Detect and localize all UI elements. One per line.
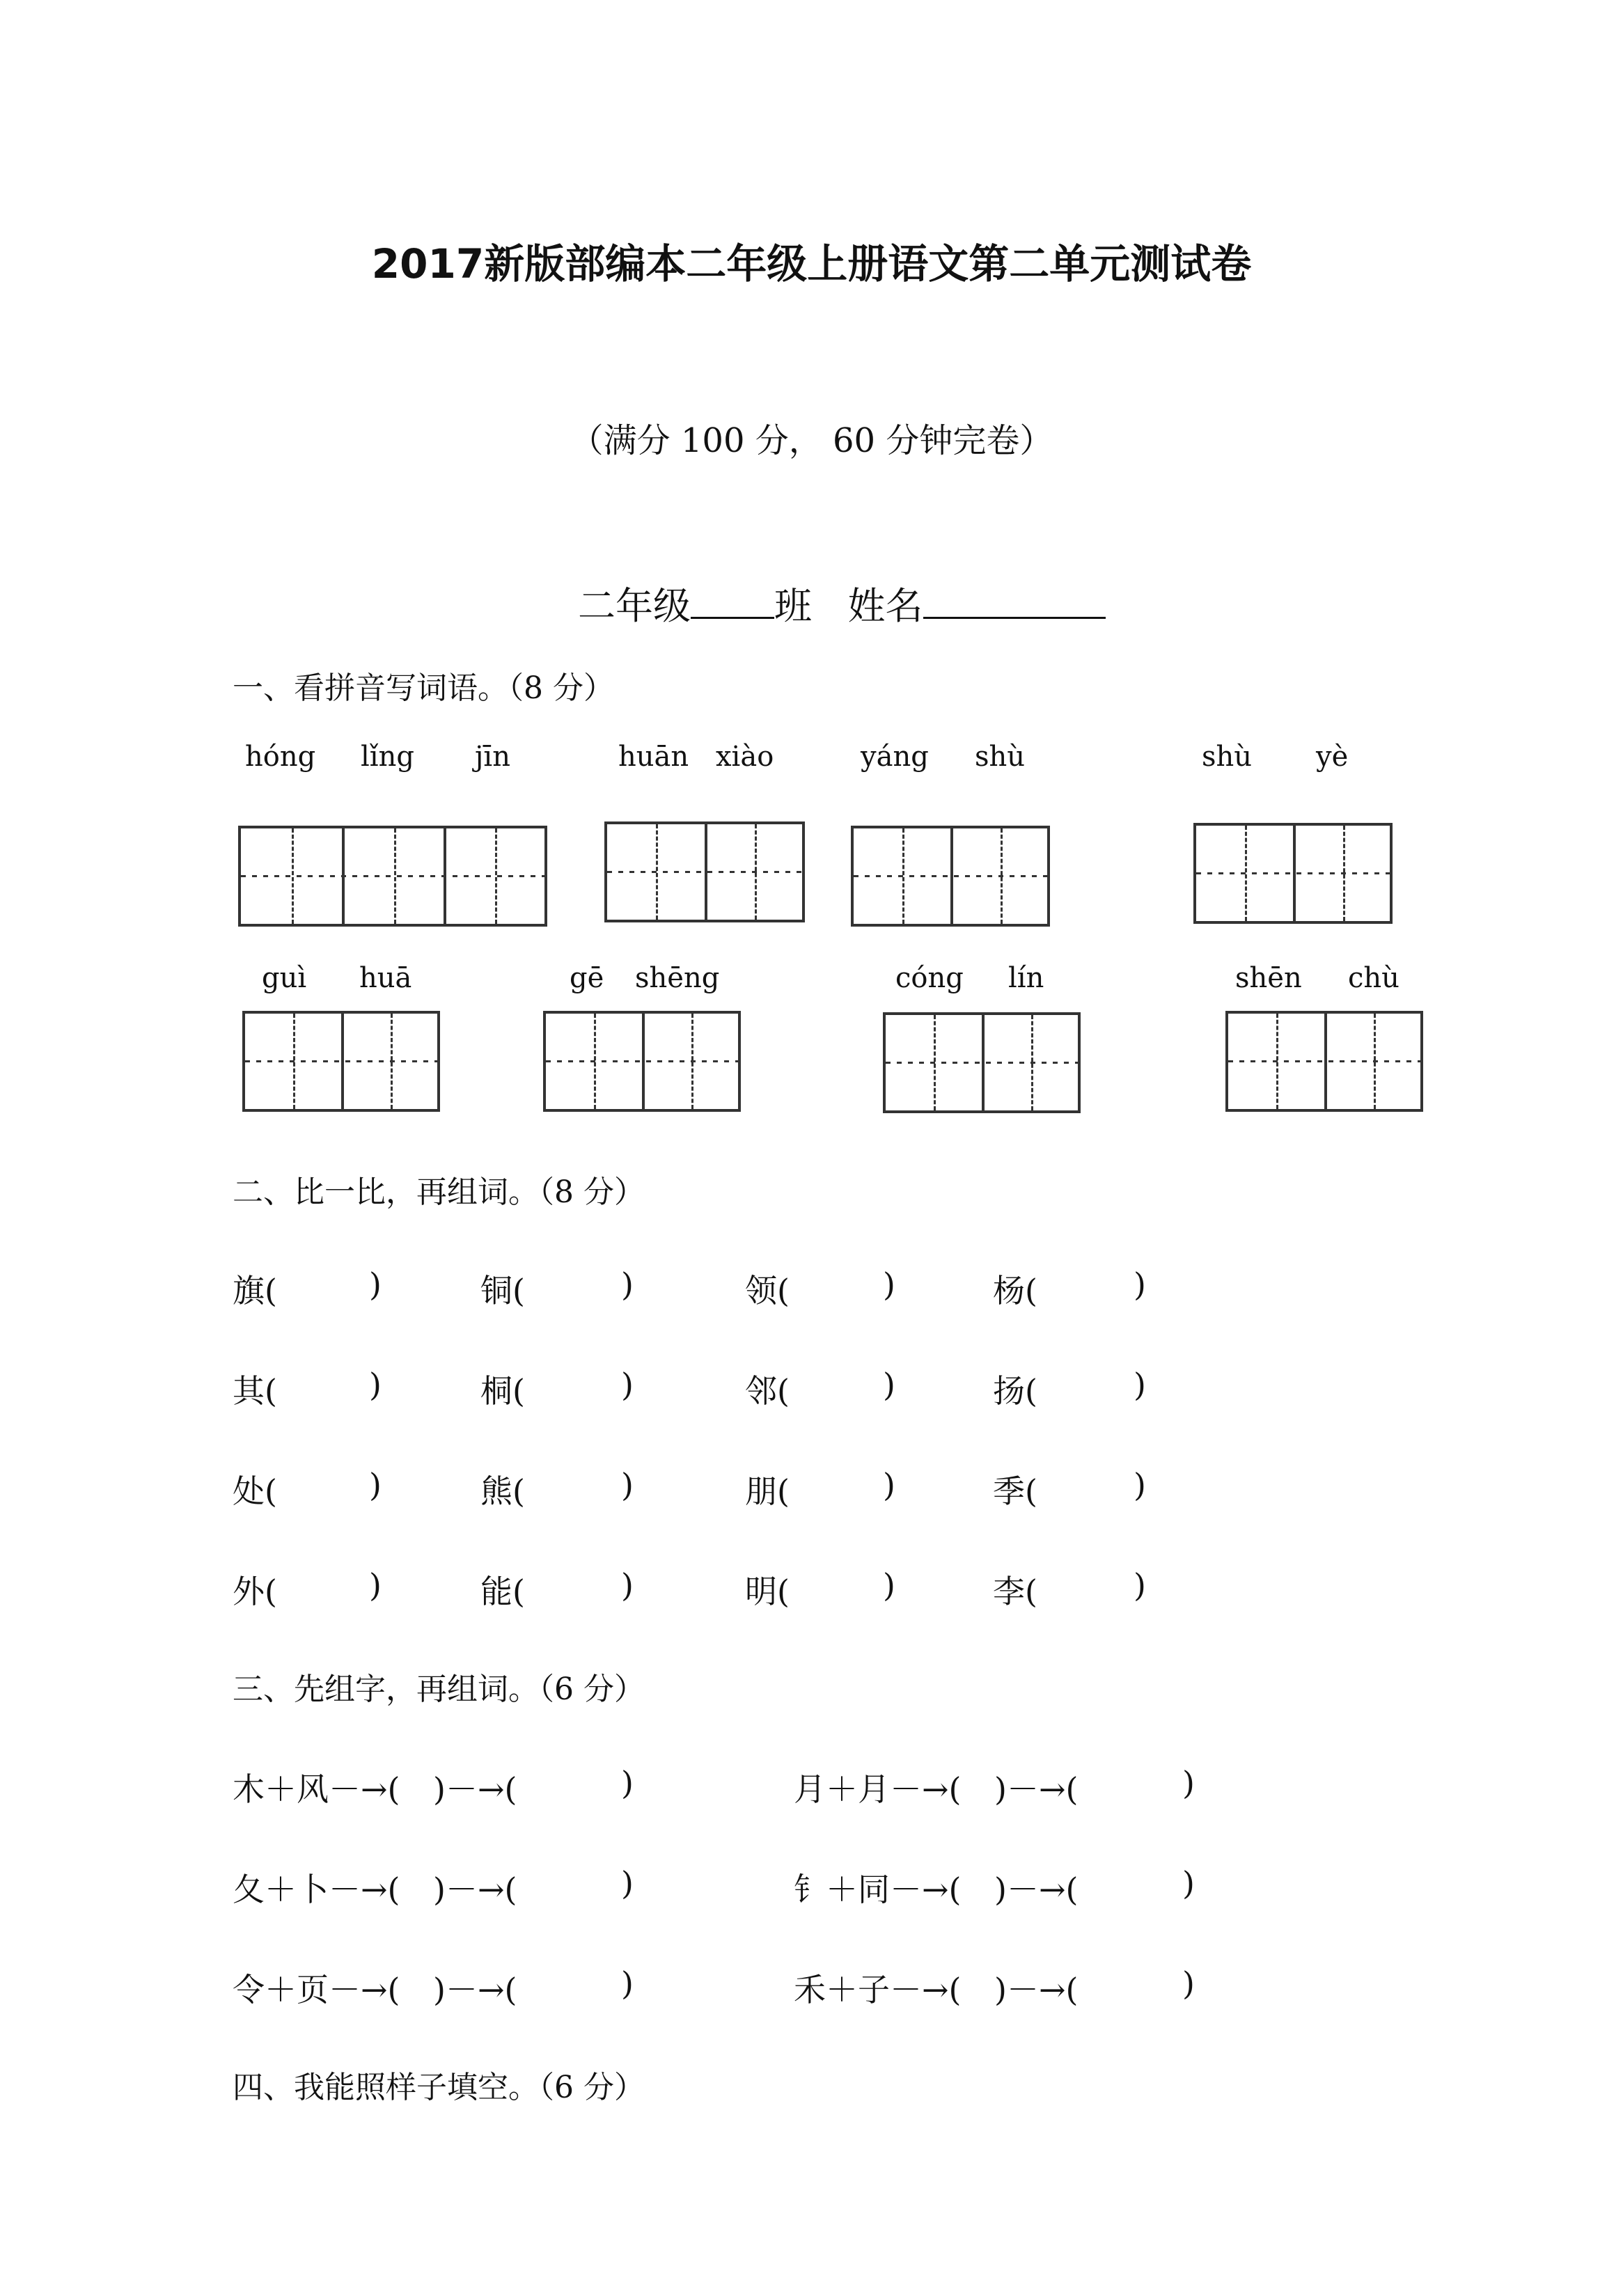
class-blank[interactable] bbox=[691, 617, 774, 619]
grid-cell[interactable] bbox=[546, 1014, 642, 1109]
name-blank[interactable] bbox=[923, 617, 1106, 619]
grade-label: 二年级 bbox=[578, 584, 691, 628]
paren-close: ) bbox=[369, 1266, 382, 1303]
pinyin: guì bbox=[262, 962, 307, 994]
section-4-title: 四、我能照样子填空。（6 分） bbox=[233, 2070, 645, 2105]
pinyin: shù bbox=[1202, 741, 1253, 773]
paren-close: ) bbox=[883, 1266, 895, 1303]
grid-cell[interactable] bbox=[342, 828, 443, 924]
exam-info: （满分 100 分， 60 分钟完卷） bbox=[570, 421, 1053, 460]
writing-grid-2[interactable] bbox=[1193, 823, 1393, 924]
paren-close: ) bbox=[621, 1764, 634, 1802]
pinyin: lín bbox=[1008, 962, 1044, 994]
paren-close: ) bbox=[621, 1466, 634, 1504]
writing-grid-3[interactable] bbox=[238, 826, 547, 927]
compare-item: 朋( bbox=[745, 1472, 790, 1510]
pinyin: shēng bbox=[635, 962, 720, 994]
grid-cell[interactable] bbox=[886, 1015, 982, 1110]
pinyin: huān bbox=[618, 741, 689, 773]
paren-close: ) bbox=[883, 1566, 895, 1604]
grid-cell[interactable] bbox=[607, 824, 705, 920]
compose-mid: )－→( bbox=[433, 1971, 517, 2008]
paren-close: ) bbox=[1182, 1864, 1195, 1902]
compose-formula: 夂＋卜－→( bbox=[233, 1871, 400, 1908]
grid-cell[interactable] bbox=[1196, 826, 1293, 921]
writing-grid-2[interactable] bbox=[883, 1012, 1081, 1113]
paren-close: ) bbox=[369, 1566, 382, 1604]
section-2-title: 二、比一比，再组词。（8 分） bbox=[233, 1174, 645, 1210]
compose-mid: )－→( bbox=[994, 1871, 1079, 1908]
compare-item: 李( bbox=[993, 1573, 1037, 1610]
grid-cell[interactable] bbox=[1324, 1014, 1420, 1109]
class-label: 班 bbox=[774, 584, 812, 628]
compare-item: 邻( bbox=[745, 1372, 790, 1410]
pinyin: lǐng bbox=[361, 741, 414, 773]
compose-mid: )－→( bbox=[433, 1770, 517, 1808]
pinyin: huā bbox=[359, 962, 412, 994]
paren-close: ) bbox=[621, 1566, 634, 1604]
paren-close: ) bbox=[621, 1965, 634, 2002]
grid-cell[interactable] bbox=[705, 824, 802, 920]
grid-cell[interactable] bbox=[341, 1014, 437, 1109]
compose-mid: )－→( bbox=[994, 1971, 1079, 2008]
compose-formula: 钅＋同－→( bbox=[794, 1871, 962, 1908]
pinyin: hóng bbox=[245, 741, 316, 773]
section-1-title: 一、看拼音写词语。（8 分） bbox=[233, 670, 614, 706]
compare-item: 杨( bbox=[993, 1272, 1037, 1310]
compare-item: 桐( bbox=[480, 1372, 525, 1410]
compose-formula: 月＋月－→( bbox=[794, 1770, 962, 1808]
pinyin: yáng bbox=[861, 741, 929, 773]
name-label: 姓名 bbox=[847, 584, 923, 628]
paren-close: ) bbox=[369, 1466, 382, 1504]
compare-item: 明( bbox=[745, 1573, 790, 1610]
compose-formula: 木＋风－→( bbox=[233, 1770, 400, 1808]
compare-item: 外( bbox=[233, 1573, 277, 1610]
section-3-title: 三、先组字，再组词。（6 分） bbox=[233, 1672, 645, 1707]
pinyin: cóng bbox=[895, 962, 964, 994]
compose-mid: )－→( bbox=[994, 1770, 1079, 1808]
compare-item: 能( bbox=[480, 1573, 525, 1610]
paren-close: ) bbox=[1134, 1466, 1146, 1504]
compare-item: 铜( bbox=[480, 1272, 525, 1310]
grid-cell[interactable] bbox=[950, 828, 1047, 924]
compare-item: 旗( bbox=[233, 1272, 277, 1310]
paren-close: ) bbox=[1134, 1566, 1146, 1604]
paren-close: ) bbox=[883, 1466, 895, 1504]
writing-grid-2[interactable] bbox=[242, 1011, 440, 1112]
pinyin: yè bbox=[1316, 741, 1349, 773]
paren-close: ) bbox=[1182, 1764, 1195, 1802]
grid-cell[interactable] bbox=[1228, 1014, 1324, 1109]
writing-grid-2[interactable] bbox=[543, 1011, 741, 1112]
grid-cell[interactable] bbox=[1293, 826, 1390, 921]
grid-cell[interactable] bbox=[444, 828, 544, 924]
grid-cell[interactable] bbox=[642, 1014, 738, 1109]
paren-close: ) bbox=[621, 1864, 634, 1902]
writing-grid-2[interactable] bbox=[851, 826, 1050, 927]
grid-cell[interactable] bbox=[241, 828, 342, 924]
compose-formula: 令＋页－→( bbox=[233, 1971, 400, 2008]
paren-close: ) bbox=[1182, 1965, 1195, 2002]
grid-cell[interactable] bbox=[854, 828, 950, 924]
class-name-line bbox=[578, 576, 1106, 630]
writing-grid-2[interactable] bbox=[1225, 1011, 1423, 1112]
paren-close: ) bbox=[621, 1366, 634, 1403]
compare-item: 领( bbox=[745, 1272, 790, 1310]
compare-item: 熊( bbox=[480, 1472, 525, 1510]
compare-item: 处( bbox=[233, 1472, 277, 1510]
paren-close: ) bbox=[369, 1366, 382, 1403]
compose-mid: )－→( bbox=[433, 1871, 517, 1908]
paren-close: ) bbox=[621, 1266, 634, 1303]
paren-close: ) bbox=[1134, 1366, 1146, 1403]
pinyin: shù bbox=[975, 741, 1026, 773]
page-title: 2017新版部编本二年级上册语文第二单元测试卷 bbox=[371, 240, 1252, 288]
compose-formula: 禾＋子－→( bbox=[794, 1971, 962, 2008]
grid-cell[interactable] bbox=[982, 1015, 1078, 1110]
compare-item: 其( bbox=[233, 1372, 277, 1410]
grid-cell[interactable] bbox=[245, 1014, 341, 1109]
pinyin: jīn bbox=[475, 741, 510, 773]
pinyin: gē bbox=[570, 962, 604, 994]
paren-close: ) bbox=[883, 1366, 895, 1403]
compare-item: 季( bbox=[993, 1472, 1037, 1510]
writing-grid-2[interactable] bbox=[604, 821, 805, 922]
compare-item: 扬( bbox=[993, 1372, 1037, 1410]
pinyin: shēn bbox=[1235, 962, 1302, 994]
pinyin: xiào bbox=[716, 741, 774, 773]
pinyin: chù bbox=[1348, 962, 1399, 994]
paren-close: ) bbox=[1134, 1266, 1146, 1303]
